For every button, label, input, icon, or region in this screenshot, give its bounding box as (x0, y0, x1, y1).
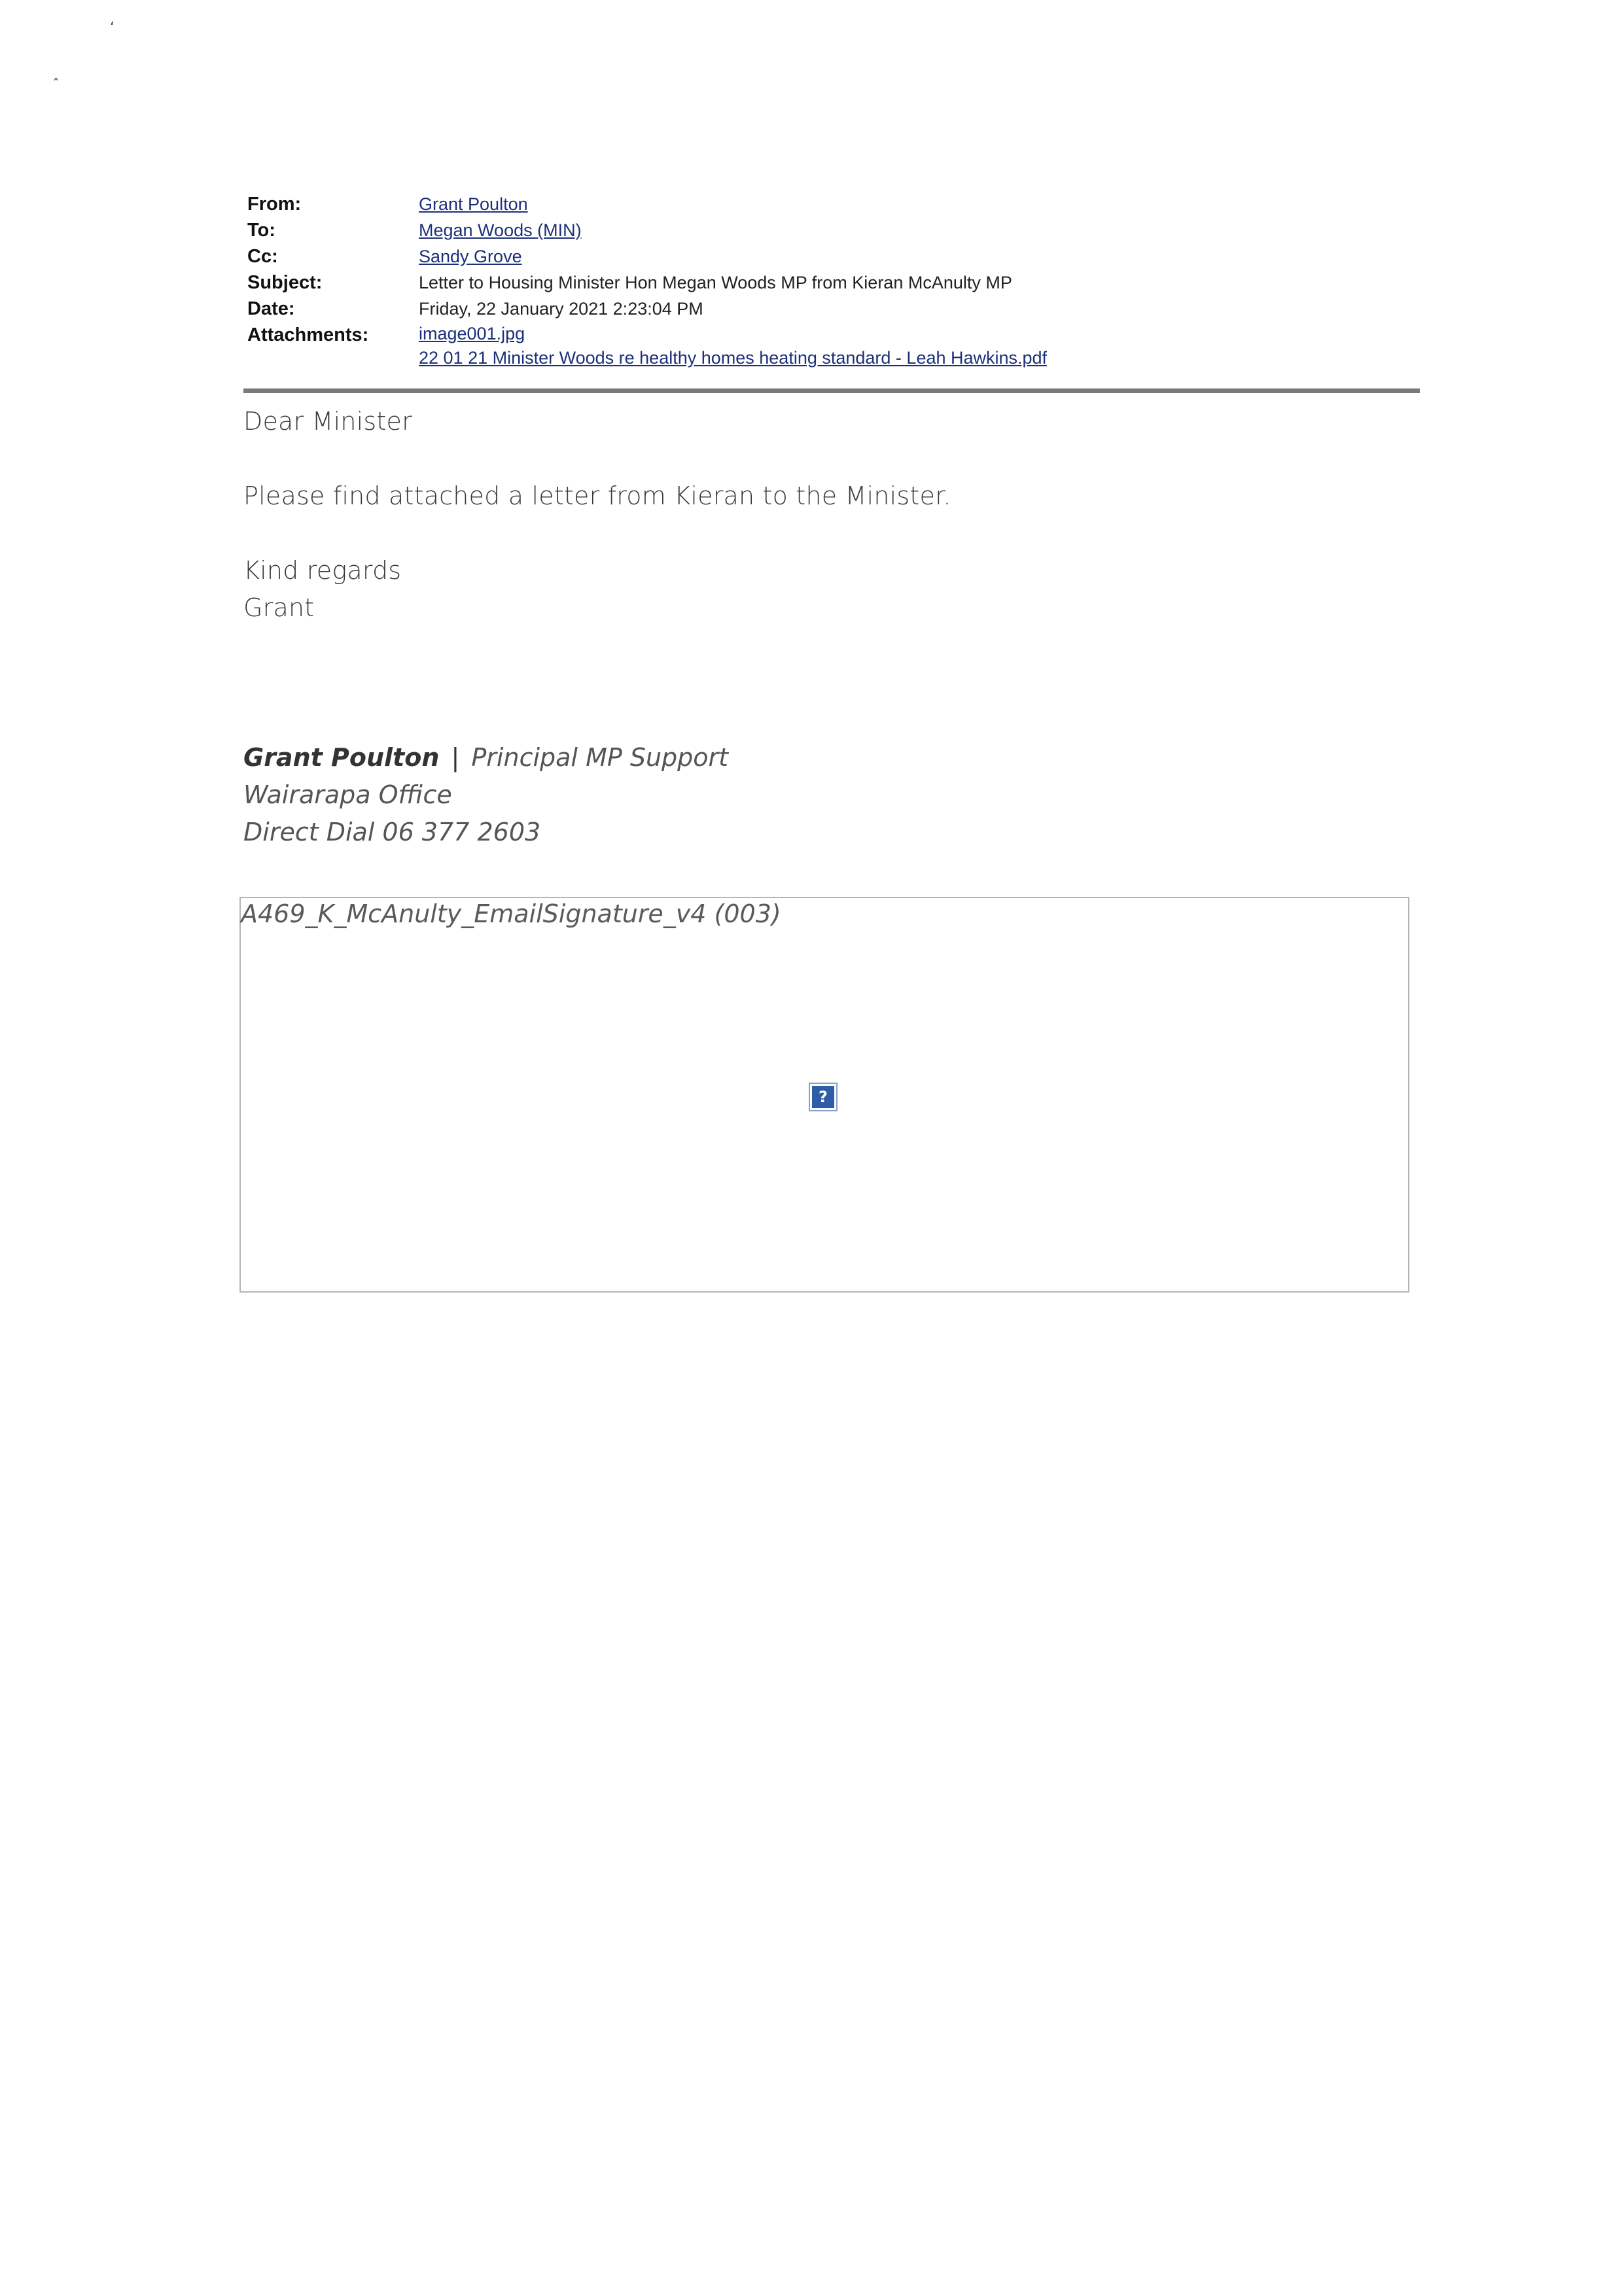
from-link[interactable]: Grant Poulton (419, 194, 528, 214)
to-row (247, 217, 1419, 243)
cc-link[interactable]: Sandy Grove (419, 246, 522, 266)
subject-label: Subject: (247, 271, 323, 293)
signature-name: Grant Poulton (243, 743, 440, 772)
attachment-link[interactable]: image001.jpg (419, 324, 525, 343)
email-header (247, 191, 1419, 370)
signature-separator: | (451, 743, 460, 772)
cc-row (247, 243, 1419, 270)
signature-office: Wairarapa Office (243, 780, 452, 809)
signature-image-placeholder (239, 897, 1409, 1293)
attachments-label: Attachments: (247, 324, 369, 345)
broken-image-icon-glyph: ? (812, 1086, 834, 1108)
subject-row (247, 270, 1419, 296)
to-link[interactable]: Megan Woods (MIN) (419, 220, 582, 240)
subject-value: Letter to Housing Minister Hon Megan Woods MP from Kieran McAnulty MP (419, 272, 1012, 292)
header-divider (243, 389, 1420, 393)
sender-first-name: Grant (243, 593, 315, 622)
greeting: Dear Minister (243, 407, 412, 436)
signature-name-line (243, 743, 728, 772)
attachment-link[interactable]: 22 01 21 Minister Woods re healthy homes heating standard - Leah Hawkins.pdf (419, 348, 1048, 368)
body-paragraph: Please find attached a letter from Kieran to the Minister. (243, 481, 951, 510)
from-label: From: (247, 193, 302, 215)
attachments-row (247, 322, 1419, 370)
to-label: To: (247, 219, 275, 241)
cc-label: Cc: (247, 245, 278, 267)
broken-image-icon (809, 1083, 838, 1111)
scan-speck: ʻ (110, 20, 115, 36)
date-row (247, 296, 1419, 322)
from-row (247, 191, 1419, 217)
signature-image-alt-text: A469_K_McAnulty_EmailSignature_v4 (003) (241, 899, 781, 928)
signature-role: Principal MP Support (471, 743, 729, 772)
attachments-list (419, 322, 1047, 370)
date-value: Friday, 22 January 2021 2:23:04 PM (419, 298, 703, 319)
date-label: Date: (247, 298, 295, 319)
signature-direct-dial: Direct Dial 06 377 2603 (243, 818, 541, 846)
scan-speck: ˆ (52, 77, 60, 94)
closing: Kind regards (243, 556, 402, 585)
